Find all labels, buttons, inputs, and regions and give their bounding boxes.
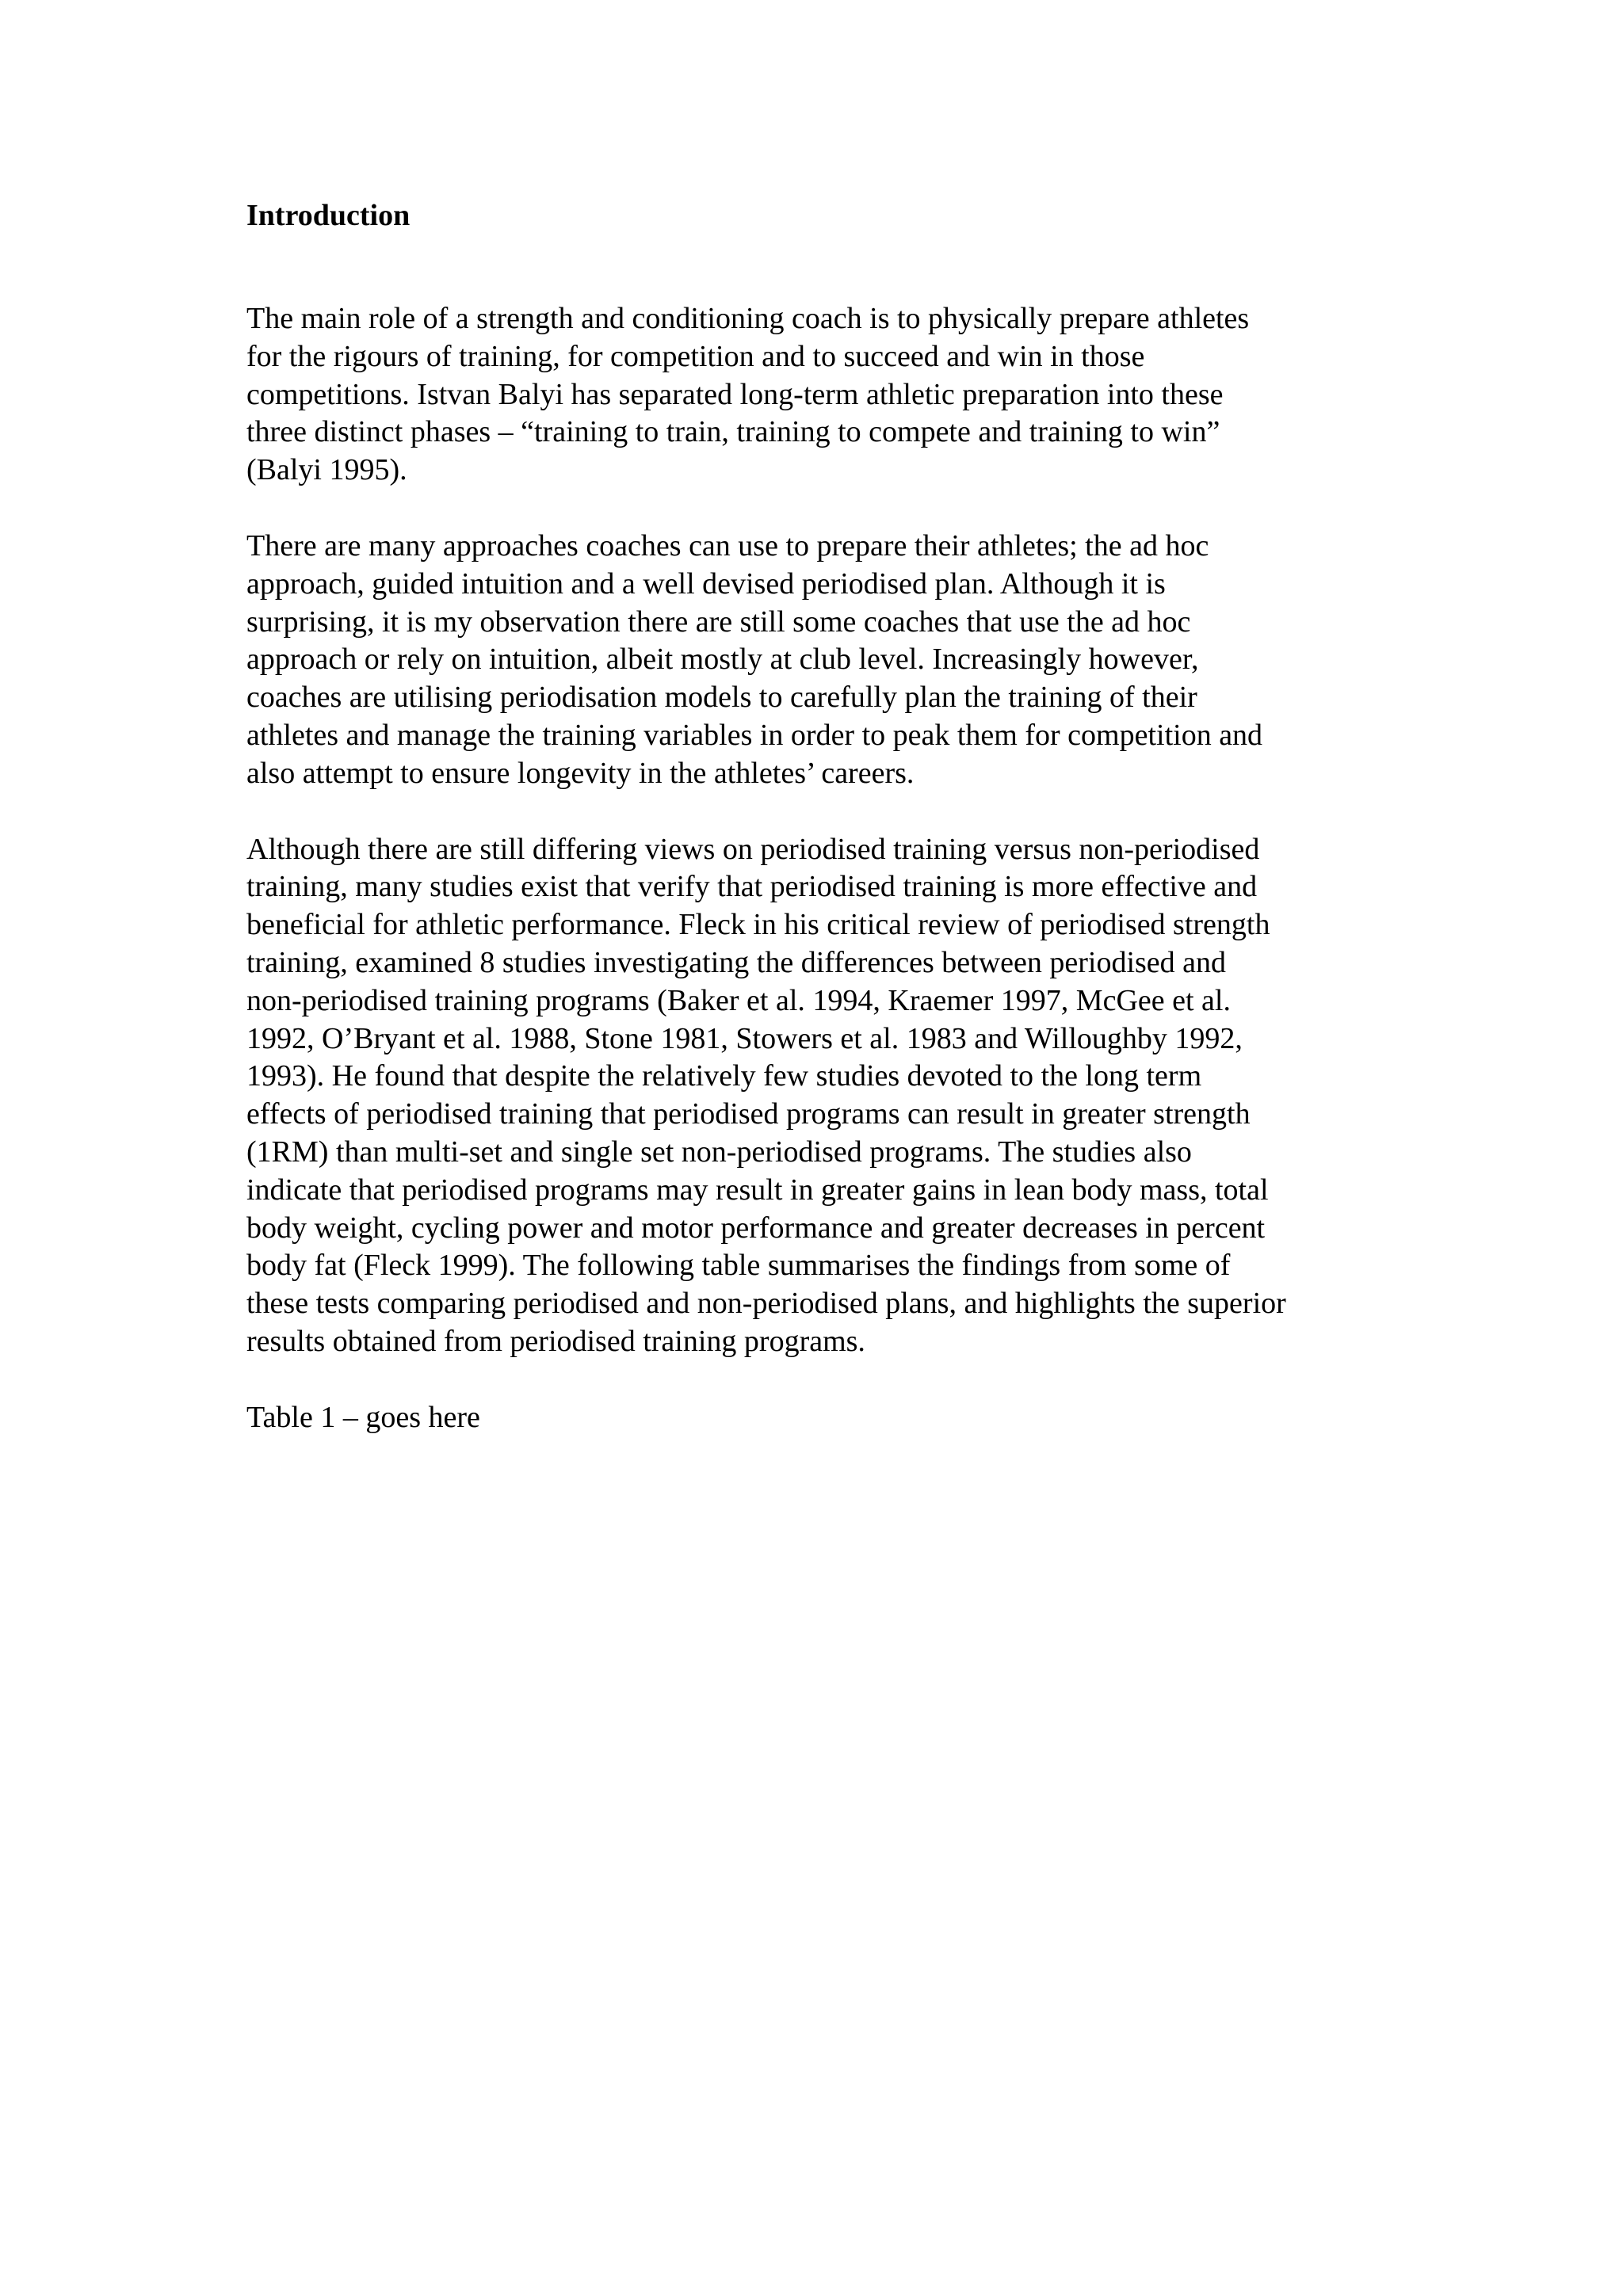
- paragraph-line: body fat (Fleck 1999). The following table summarises the findings from some of: [246, 1249, 1231, 1283]
- paragraph-line: body weight, cycling power and motor performance and greater decreases in percent: [246, 1211, 1266, 1245]
- paragraph-line: beneficial for athletic performance. Fleck in his critical review of periodised strength: [246, 908, 1270, 942]
- paragraph-line: (1RM) than multi-set and single set non-periodised programs. The studies also: [246, 1135, 1192, 1169]
- paragraph-line: training, many studies exist that verify that periodised training is more effective and: [246, 870, 1258, 904]
- paragraph-line: approach or rely on intuition, albeit mostly at club level. Increasingly however,: [246, 643, 1199, 677]
- paragraph-line: Table 1 – goes here: [246, 1400, 480, 1434]
- paragraph-line: also attempt to ensure longevity in the athletes’ careers.: [246, 756, 915, 790]
- paragraph-line: for the rigours of training, for competition and to succeed and win in those: [246, 339, 1145, 373]
- paragraph-line: Although there are still differing views on periodised training versus non-periodised: [246, 832, 1260, 866]
- paragraph-line: three distinct phases – “training to train, training to compete and training to win”: [246, 415, 1220, 449]
- paragraph-line: (Balyi 1995).: [246, 453, 407, 487]
- paragraph-line: non-periodised training programs (Baker et al. 1994, Kraemer 1997, McGee et al.: [246, 983, 1231, 1017]
- paragraph-line: approach, guided intuition and a well devised periodised plan. Although it is: [246, 566, 1166, 601]
- paragraph-line: There are many approaches coaches can use to prepare their athletes; the ad hoc: [246, 528, 1209, 563]
- paragraph-line: coaches are utilising periodisation models to carefully plan the training of their: [246, 681, 1197, 715]
- paragraph-line: results obtained from periodised training programs.: [246, 1324, 865, 1358]
- paragraph-line: training, examined 8 studies investigating the differences between periodised and: [246, 945, 1227, 979]
- paragraph-line: indicate that periodised programs may result in greater gains in lean body mass, total: [246, 1173, 1269, 1207]
- paragraph-line: effects of periodised training that periodised programs can result in greater strength: [246, 1097, 1251, 1131]
- paragraph-intro: [246, 300, 1403, 490]
- paragraph-line: 1992, O’Bryant et al. 1988, Stone 1981, Stowers et al. 1983 and Willoughby 1992,: [246, 1021, 1243, 1055]
- paragraph-line: competitions. Istvan Balyi has separated long-term athletic preparation into these: [246, 377, 1224, 411]
- paragraph-line: 1993). He found that despite the relatively few studies devoted to the long term: [246, 1059, 1202, 1093]
- paragraph-line: surprising, it is my observation there are still some coaches that use the ad hoc: [246, 605, 1191, 639]
- document-body: [246, 196, 1403, 1437]
- section-heading: Introduction: [246, 199, 411, 232]
- paragraph-studies: [246, 831, 1403, 1361]
- table-placeholder: [246, 1399, 1403, 1437]
- paragraph-approaches: [246, 528, 1403, 793]
- paragraph-line: The main role of a strength and conditioning coach is to physically prepare athletes: [246, 302, 1250, 335]
- paragraph-line: athletes and manage the training variables in order to peak them for competition and: [246, 718, 1263, 752]
- paragraph-line: these tests comparing periodised and non-periodised plans, and highlights the superior: [246, 1287, 1286, 1321]
